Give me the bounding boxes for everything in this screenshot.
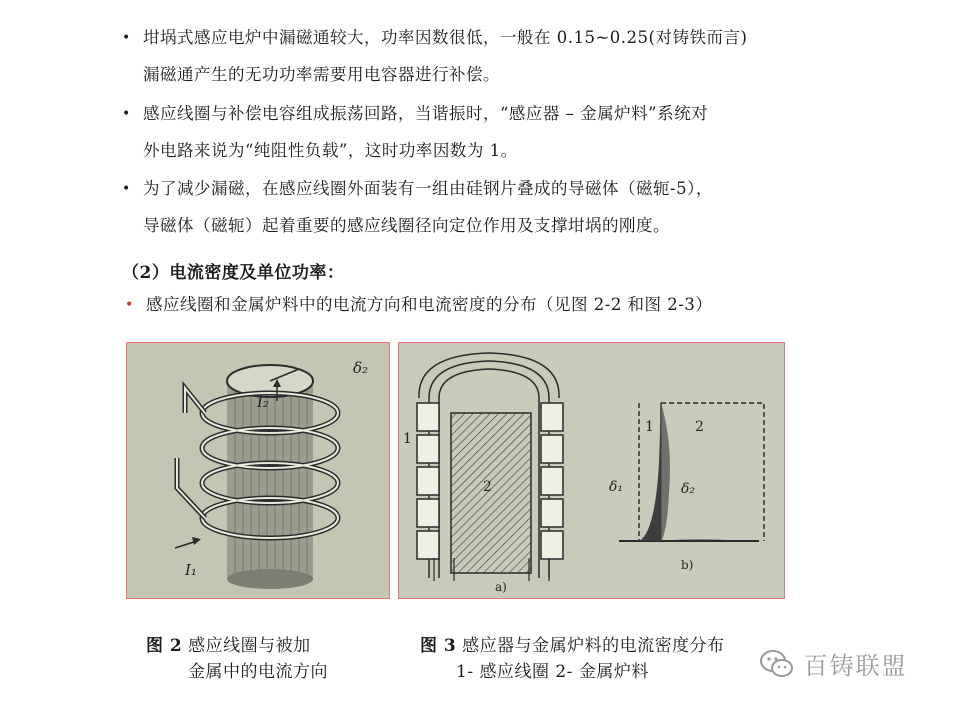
bullet-3-line-1: 为了减少漏磁，在感应线圈外面装有一组由硅钢片叠成的导磁体（磁轭-5）， bbox=[143, 179, 713, 198]
figure-3-caption-line-1: 感应器与金属炉料的电流密度分布 bbox=[462, 636, 725, 656]
current-i1-label: I₁ bbox=[185, 561, 197, 579]
bullet-dot: • bbox=[122, 30, 131, 46]
bullet-2-line-1: 感应线圈与补偿电容组成振荡回路，当谐振时，“感应器 – 金属炉料”系统对 bbox=[143, 104, 709, 123]
figure-2-number: 图 2 bbox=[146, 636, 183, 656]
bullet-dot: • bbox=[122, 106, 131, 122]
delta-2-label: δ₂ bbox=[681, 481, 696, 497]
bullet-dot: • bbox=[125, 297, 134, 313]
current-i2-label: I₂ bbox=[257, 393, 269, 411]
label-a: a) bbox=[495, 580, 507, 594]
figure-2-coil-image bbox=[126, 342, 390, 599]
figure-3-number: 图 3 bbox=[420, 636, 457, 656]
label-b: b) bbox=[681, 558, 694, 572]
label-1: 1 bbox=[403, 431, 412, 447]
label-b-1: 1 bbox=[645, 419, 654, 435]
bullet-3-line-2: 导磁体（磁轭）起着重要的感应线圈径向定位作用及支撑坩埚的刚度。 bbox=[143, 216, 670, 235]
watermark bbox=[760, 646, 908, 681]
bullet-2-line-2: 外电路来说为“纯阻性负载”，这时功率因数为 1。 bbox=[143, 141, 518, 160]
figure-2-caption-line-2: 金属中的电流方向 bbox=[188, 662, 328, 682]
figure-3-caption-line-2: 1- 感应线圈 2- 金属炉料 bbox=[456, 662, 649, 682]
watermark-text: 百铸联盟 bbox=[803, 652, 908, 680]
figure-3-density-image bbox=[398, 342, 785, 599]
delta-1-label: δ₁ bbox=[609, 479, 624, 495]
label-b-2: 2 bbox=[695, 419, 704, 435]
figure-2-caption bbox=[146, 632, 311, 660]
delta-2-label: δ₂ bbox=[353, 359, 369, 377]
figure-2-caption-line-1: 感应线圈与被加 bbox=[188, 636, 311, 656]
wechat-icon bbox=[760, 649, 794, 679]
bullet-1-line-2: 漏磁通产生的无功功率需要用电容器进行补偿。 bbox=[143, 65, 500, 84]
section-heading: （2）电流密度及单位功率： bbox=[122, 263, 345, 283]
label-2: 2 bbox=[483, 479, 492, 495]
figure-3-caption bbox=[420, 632, 725, 660]
section-bullet: 感应线圈和金属炉料中的电流方向和电流密度的分布（见图 2-2 和图 2-3） bbox=[146, 295, 713, 314]
bullet-dot: • bbox=[122, 181, 131, 197]
bullet-1-line-1: 坩埚式感应电炉中漏磁通较大，功率因数很低，一般在 0.15~0.25(对铸铁而言) bbox=[143, 28, 748, 47]
